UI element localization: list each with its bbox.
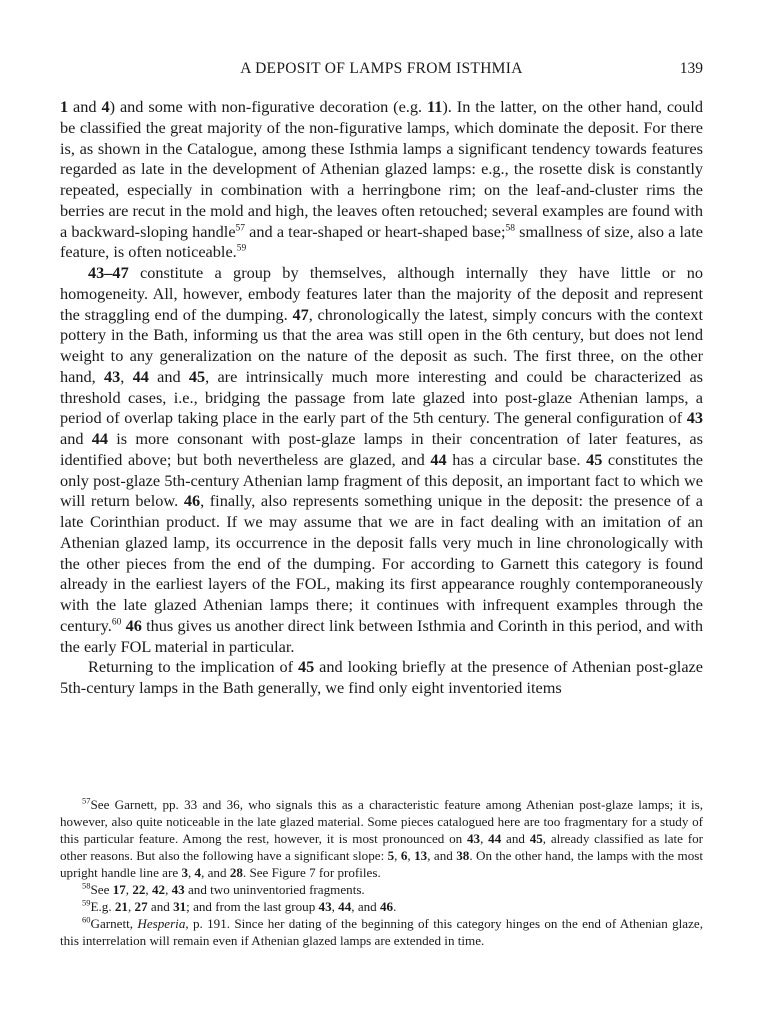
footnote-number: 58 (82, 880, 91, 891)
footnote-57 (60, 796, 703, 881)
running-title: A DEPOSIT OF LAMPS FROM ISTHMIA (240, 60, 523, 77)
footnote-text: See Garnett, pp. 33 and 36, who signals this as a characteristic feature among Athenian post-glaze lamps; it is, however, also quite noticeable in the late glazed material. Some pieces catalogued here are too fragmentary for a study of this particular feature. Among the rest, however, it is most pronounced on 43, 44 and 45, already classified as late for other reasons. But also the following have a significant slope: 5, 6, 13, and 38. On the other hand, the lamps with the most upright handle line are 3, 4, and 28. See Figure 7 for profiles. (60, 797, 704, 880)
paragraph-1: 1 and 4) and some with non-figurative decoration (e.g. 11). In the latter, on the other hand, could be classified the great majority of the non-figurative lamps, which dominate the deposit. For there is, as shown in the Catalogue, among these Isthmia lamps a significant tendency towards features regarded as late in the development of Athenian glazed lamps: e.g., the rosette disk is constantly repeated, especially in combination with a herringbone rim; on the leaf-and-cluster rims the berries are recut in the mold and high, the leaves often retouched; several examples are found with a backward-sloping handle$^{57}$ and a tear-shaped or heart-shaped base;$^{58}$ smallness of size, also a late feature, is often noticeable.$^{59}$ (60, 97, 703, 262)
page-number: 139 (679, 60, 703, 77)
footnote-58 (60, 881, 703, 898)
footnote-59 (60, 898, 703, 915)
footnote-number: 57 (82, 795, 91, 806)
page-header (60, 60, 703, 82)
body-text (60, 97, 703, 699)
footnotes (60, 796, 703, 949)
footnote-number: 60 (82, 914, 91, 925)
footnote-number: 59 (82, 897, 91, 908)
footnote-text: See 17, 22, 42, 43 and two uninventoried fragments. (90, 882, 365, 897)
paragraph-3: Returning to the implication of 45 and looking briefly at the presence of Athenian post-glaze 5th-century lamps in the Bath generally, we find only eight inventoried items (60, 657, 704, 697)
footnote-60 (60, 915, 703, 949)
footnote-text: E.g. 21, 27 and 31; and from the last group 43, 44, and 46. (90, 899, 397, 914)
footnote-text: Garnett, Hesperia, p. 191. Since her dating of the beginning of this category hinges on the end of Athenian glaze, this interrelation will remain even if Athenian glazed lamps are extended in time. (60, 916, 703, 948)
paragraph-2: 43–47 constitute a group by themselves, although internally they have little or no homogeneity. All, however, embody features later than the majority of the deposit and represent the straggling end of the dumping. 47, chronologically the latest, simply concurs with the context pottery in the Bath, informing us that the area was still open in the 6th century, but does not lend weight to any generalization on the nature of the deposit as such. The first three, on the other hand, 43, 44 and 45, are intrinsically much more interesting and could be characterized as threshold cases, i.e., bridging the passage from late glazed into post-glaze Athenian lamps, a period of overlap taking place in the early part of the 5th century. The general configuration of 43 and 44 is more consonant with post-glaze lamps in their concentration of later features, as identified above; but both nevertheless are glazed, and 44 has a circular base. 45 constitutes the only post-glaze 5th-century Athenian lamp fragment of this deposit, an important fact to which we will return below. 46, finally, also represents something unique in the deposit: the presence of a late Corinthian product. If we may assume that we are in fact dealing with an imitation of an Athenian glazed lamp, its occurrence in the deposit falls very much in line chronologically with the other pieces from the end of the dumping. For according to Garnett this category is found already in the earliest layers of the FOL, making its first appearance roughly contemporaneously with the late glazed Athenian lamps there; it continues with infrequent examples through the century.$^{60}$ 46 thus gives us another direct link between Isthmia and Corinth in this period, and with the early FOL material in particular. (60, 263, 704, 656)
